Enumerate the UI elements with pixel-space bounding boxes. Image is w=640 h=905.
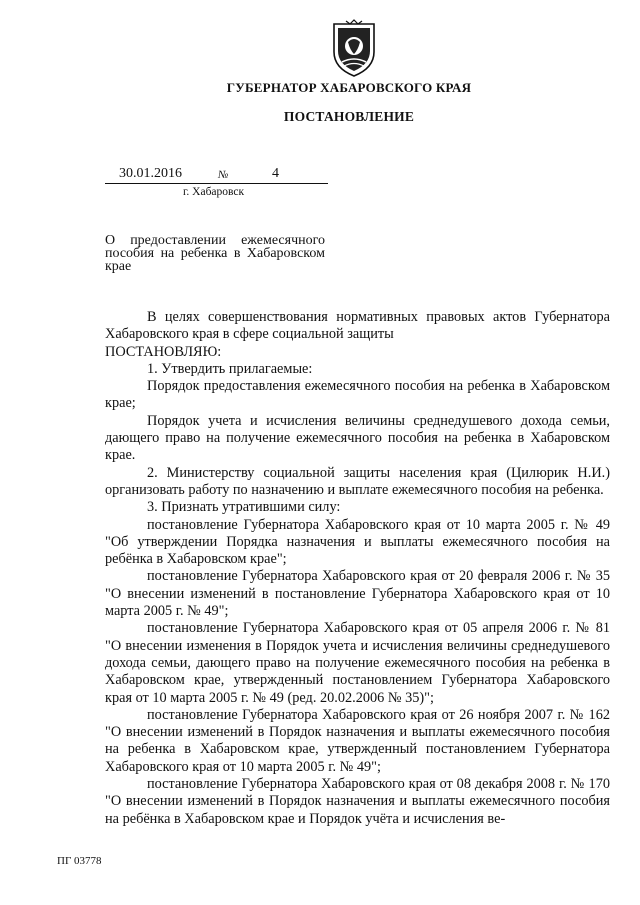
paragraph-3: 3. Признать утратившими силу: — [147, 499, 341, 516]
authority-title: ГУБЕРНАТОР ХАБАРОВСКОГО КРАЯ — [226, 80, 472, 95]
paragraph-1b: Порядок учета и исчисления величины среднедушевого дохода семьи, дающего право на получение ежемесячного пособия на ребенка в Хабаровском крае. — [105, 412, 610, 464]
paragraph-1: 1. Утвердить прилагаемые: — [147, 360, 313, 377]
paragraph-3c: постановление Губернатора Хабаровского края от 05 апреля 2006 г. № 81 "О внесении изменения в Порядок учета и исчисления величины среднедушевого дохода семьи, дающего право на получение ежемесячного пособия на ребенка в Хабаровском крае, утвержденный постановлением Губернатора Хабаровского края от 10 марта 2005 г. № 49 (ред. 20.02.2006 № 35)"; — [105, 620, 610, 706]
document-subject: О предоставлении ежемесячного пособия на ребенка в Хабаровском крае — [105, 233, 325, 274]
document-body — [105, 309, 610, 828]
paragraph-2: 2. Министерству социальной защиты населения края (Цилюрик Н.И.) организовать работу по назначению и выплате ежемесячного пособия на ребенка. — [105, 464, 610, 498]
city-label: г. Хабаровск — [183, 186, 245, 198]
paragraph-3b: постановление Губернатора Хабаровского края от 20 февраля 2006 г. № 35 "О внесении изменений в постановление Губернатора Хабаровского края от 10 марта 2005 г. № 49"; — [105, 568, 610, 620]
paragraph-3d: постановление Губернатора Хабаровского края от 26 ноября 2007 г. № 162 "О внесении изменений в Порядок назначения и выплаты ежемесячного пособия на ребенка в Хабаровском крае, утвержденный постановлением Губернатора Хабаровского края от 10 марта 2005 г. № 49"; — [105, 706, 610, 775]
coat-of-arms-icon — [328, 18, 380, 78]
preamble-paragraph: В целях совершенствования нормативных правовых актов Губернатора Хабаровского края в сфере социальной защиты — [105, 309, 610, 343]
paragraph-1a: Порядок предоставления ежемесячного пособия на ребенка в Хабаровском крае; — [105, 378, 610, 412]
paragraph-3e: постановление Губернатора Хабаровского края от 08 декабря 2008 г. № 170 "О внесении изменений в Порядок назначения и выплаты ежемесячного пособия на ребёнка в Хабаровском крае и Порядок учёта и исчисления ве- — [105, 776, 610, 827]
footer-code: ПГ 03778 — [57, 855, 102, 867]
decree-word: ПОСТАНОВЛЯЮ: — [105, 343, 222, 360]
date-number-line — [105, 167, 328, 184]
document-type-title: ПОСТАНОВЛЕНИЕ — [283, 109, 415, 124]
paragraph-3a: постановление Губернатора Хабаровского края от 10 марта 2005 г. № 49 "Об утверждении Порядка назначения и выплаты ежемесячного пособия на ребёнка в Хабаровском крае"; — [105, 516, 610, 568]
number-sign: № — [218, 169, 229, 181]
document-date: 30.01.2016 — [119, 166, 182, 181]
document-number: 4 — [272, 166, 279, 181]
